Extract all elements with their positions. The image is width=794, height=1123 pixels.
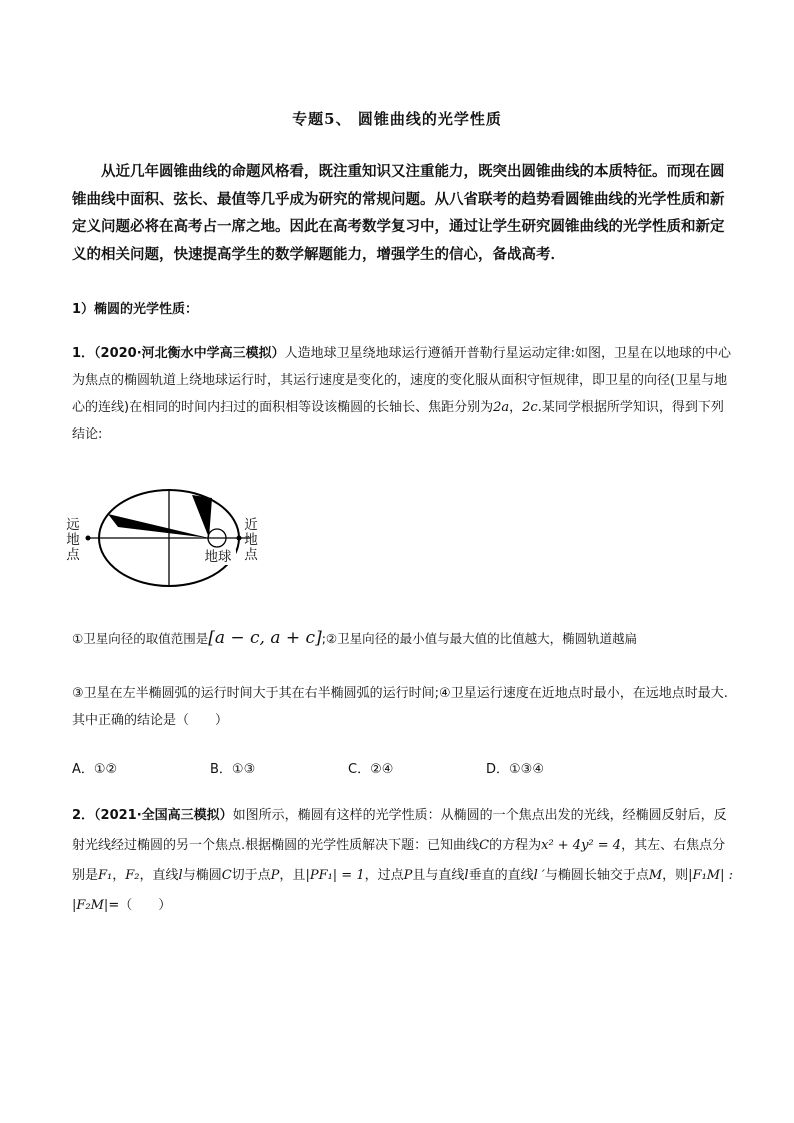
option-a[interactable]: A．①② [72, 762, 118, 777]
ellipse-equation: x² + 4y² = 4 [541, 838, 622, 853]
option-d[interactable]: D．①③④ [486, 762, 544, 777]
ellipse-orbit-figure [64, 482, 274, 594]
question-text: 人造地球卫星绕地球运行遵循开普勒行星运动定律:如图，卫星在以地球的中心为焦点的椭圆轨道上绕地球运行时，其运行速度是变化的，速度的变化服从面积守恒规律，即卫星的向径(卫星与地心的连线)在相同的时间内扫过的面积相等设该椭圆的长轴长、焦距分别为 [72, 346, 732, 415]
question-number: 2． [72, 808, 95, 823]
statement-3-4: ③卫星在左半椭圆弧的运行时间大于其在右半椭圆弧的运行时间;④卫星运行速度在近地点时最小，在远地点时最大.其中正确的结论是（ ） [72, 686, 728, 728]
swept-area-far [108, 514, 209, 538]
ratio-math: |F₁M| : |F₂M| [72, 868, 733, 913]
math-2a: 2a [493, 400, 510, 415]
question-number: 1． [72, 346, 95, 361]
earth-label: 地球 [200, 550, 236, 565]
far-point [86, 536, 91, 541]
statement-1-2: ①卫星向径的取值范围是[a − c, a + c];②卫星向径的最小值与最大值的比值越大，椭圆轨道越扁 [72, 628, 638, 648]
math-2c: 2c [522, 400, 538, 415]
page-title: 专题5、 圆锥曲线的光学性质 [292, 110, 502, 128]
swept-area-near [192, 495, 212, 538]
option-b[interactable]: B．①③ [210, 762, 256, 777]
near-point-label: 近 地 点 [244, 517, 258, 563]
far-point-label: 远 地 点 [66, 517, 80, 563]
question-2: 2．（2021·全国高三模拟）如图所示，椭圆有这样的光学性质：从椭圆的一个焦点出发的光线，经椭圆反射后，反射光线经过椭圆的另一个焦点.根据椭圆的光学性质解决下题：已知曲线C的方程为x² + 4y² = 4，其左、右焦点分别是F₁，F₂，直线l与椭圆C切于点P，且|PF₁| = 1，过点P且与直线l垂直的直线l ′与椭圆长轴交于点M，则|F₁M| : |F₂M|=（ ） [72, 808, 733, 913]
option-c[interactable]: C．②④ [348, 762, 394, 777]
question-1 [72, 340, 734, 448]
separator: ， [509, 400, 523, 415]
question-source: （2020·河北衡水中学高三模拟） [94, 346, 285, 361]
near-point [237, 536, 242, 541]
section-heading: 1）椭圆的光学性质： [72, 302, 199, 317]
question-source: （2021·全国高三模拟） [94, 808, 233, 823]
intro-text: 从近几年圆锥曲线的命题风格看，既注重知识又注重能力，既突出圆锥曲线的本质特征。而现在圆锥曲线中面积、弦长、最值等几乎成为研究的常规问题。从八省联考的趋势看圆锥曲线的光学性质和新定义问题必将在高考占一席之地。因此在高考数学复习中，通过让学生研究圆锥曲线的光学性质和新定义的相关问题，快速提高学生的数学解题能力，增强学生的信心，备战高考． [72, 163, 725, 263]
question-text-end: .某同学根据所学知识，得到下列结论: [72, 400, 724, 442]
intro-paragraph [72, 158, 734, 268]
range-math: [a − c, a + c] [208, 628, 322, 648]
